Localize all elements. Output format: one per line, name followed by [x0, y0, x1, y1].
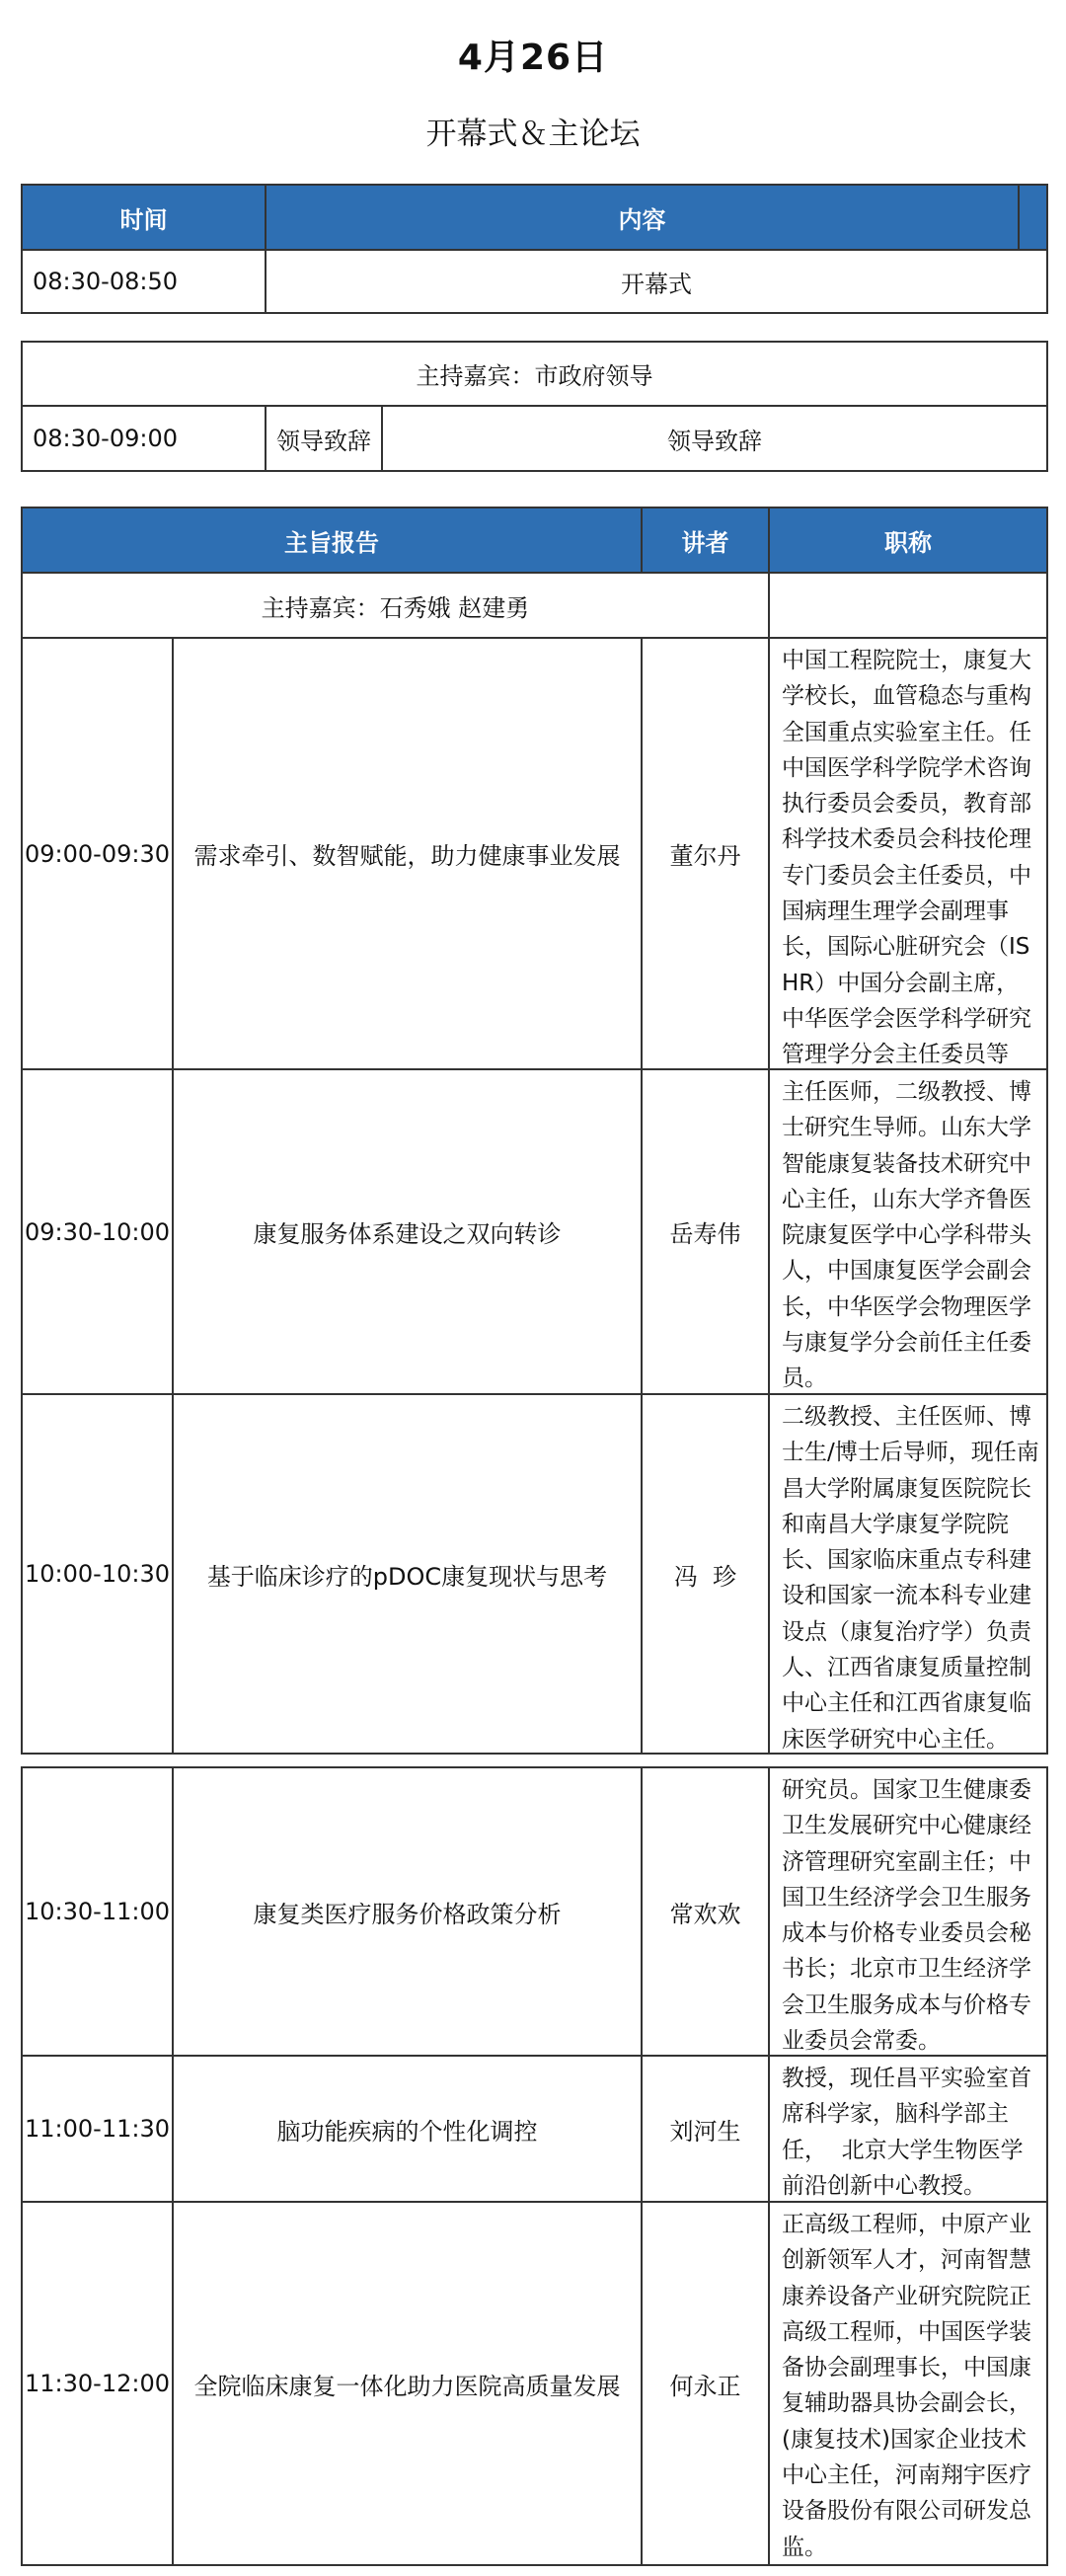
talk-time: 10:00-10:30: [22, 1394, 173, 1754]
speaker-bio: 教授，现任昌平实验室首席科学家，脑科学部主任， 北京大学生物医学前沿创新中心教授。: [769, 2056, 1047, 2202]
date-heading: 4月26日: [457, 38, 609, 78]
keynote-host: 主持嘉宾：石秀娥 赵建勇: [22, 573, 769, 638]
speaker-bio: 研究员。国家卫生健康委卫生发展研究中心健康经济管理研究室副主任；中国卫生经济学会卫生服务成本与价格专业委员会秘书长；北京市卫生经济学会卫生服务成本与价格专业委员会常委。: [769, 1767, 1047, 2056]
table-row: [22, 1394, 1047, 1754]
talk-speaker: 冯 珍: [642, 1394, 769, 1754]
talk-time: 09:30-10:00: [22, 1069, 173, 1394]
talk-speaker: 岳寿伟: [642, 1069, 769, 1394]
speaker-bio: 二级教授、主任医师、博士生/博士后导师，现任南昌大学附属康复医院院长和南昌大学康复学院院长、国家临床重点专科建设和国家一流本科专业建设点（康复治疗学）负责人、江西省康复质量控制中心主任和江西省康复临床医学研究中心主任。: [769, 1394, 1047, 1754]
talk-speaker: 常欢欢: [642, 1767, 769, 2056]
table-row: [22, 1069, 1047, 1394]
leader-content: 领导致辞: [382, 406, 1047, 471]
opening-time: 08:30-08:50: [22, 250, 266, 313]
column-header-speaker: 讲者: [642, 507, 769, 573]
talk-speaker: 董尔丹: [642, 638, 769, 1069]
table-row: [22, 638, 1047, 1069]
talk-topic: 基于临床诊疗的pDOC康复现状与思考: [173, 1394, 642, 1754]
empty-cell: [769, 573, 1047, 638]
table-row: [22, 1767, 1047, 2056]
talk-topic: 全院临床康复一体化助力医院高质量发展: [173, 2202, 642, 2565]
opening-content: 开幕式: [266, 250, 1047, 313]
speaker-bio: 正高级工程师，中原产业创新领军人才，河南智慧康养设备产业研究院院正高级工程师，中国医学装备协会副理事长，中国康复辅助器具协会副会长，(康复技术)国家企业技术中心主任，河南翔宇医疗设备股份有限公司研发总监。: [769, 2202, 1047, 2565]
talk-speaker: 刘河生: [642, 2056, 769, 2202]
talk-speaker: 何永正: [642, 2202, 769, 2565]
session-title: 开幕式＆主论坛: [425, 117, 641, 152]
talk-topic: 需求牵引、数智赋能，助力健康事业发展: [173, 638, 642, 1069]
column-header-report: 主旨报告: [22, 507, 642, 573]
leader-label: 领导致辞: [266, 406, 382, 471]
talk-time: 10:30-11:00: [22, 1767, 173, 2056]
talk-topic: 康复类医疗服务价格政策分析: [173, 1767, 642, 2056]
talk-time: 09:00-09:30: [22, 638, 173, 1069]
keynote-table: [21, 507, 1048, 1755]
leader-host: 主持嘉宾：市政府领导: [22, 342, 1047, 406]
column-header-time: 时间: [22, 185, 266, 250]
speaker-bio: 中国工程院院士，康复大学校长，血管稳态与重构全国重点实验室主任。任中国医学科学院学术咨询执行委员会委员，教育部科学技术委员会科技伦理专门委员会主任委员，中国病理生理学会副理事长，国际心脏研究会（ISHR）中国分会副主席，中华医学会医学科学研究管理学分会主任委员等: [769, 638, 1047, 1069]
talk-time: 11:00-11:30: [22, 2056, 173, 2202]
column-header-content: 内容: [266, 185, 1019, 250]
talk-topic: 康复服务体系建设之双向转诊: [173, 1069, 642, 1394]
leader-time: 08:30-09:00: [22, 406, 266, 471]
column-header-title: 职称: [769, 507, 1047, 573]
speaker-bio: 主任医师，二级教授、博士研究生导师。山东大学智能康复装备技术研究中心主任，山东大学齐鲁医院康复医学中心学科带头人，中国康复医学会副会长，中华医学会物理医学与康复学分会前任主任委员。: [769, 1069, 1047, 1394]
talk-time: 11:30-12:00: [22, 2202, 173, 2565]
table-row: [22, 2056, 1047, 2202]
leader-speech-table: [21, 341, 1048, 472]
header-spacer: [1019, 185, 1047, 250]
opening-table: [21, 184, 1048, 314]
talk-topic: 脑功能疾病的个性化调控: [173, 2056, 642, 2202]
keynote-table-continued: [21, 1766, 1048, 2566]
table-row: [22, 2202, 1047, 2565]
